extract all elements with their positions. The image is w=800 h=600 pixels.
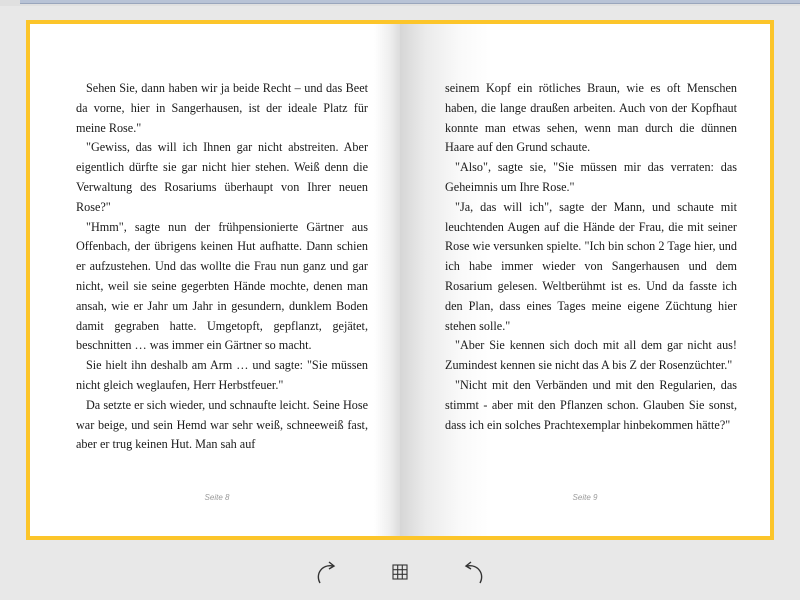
top-strip — [0, 0, 800, 6]
book-spread — [26, 20, 774, 540]
grid-view-button[interactable] — [384, 556, 416, 588]
right-page[interactable] — [400, 24, 770, 536]
top-scrollbar-edge — [20, 0, 800, 4]
redo-icon — [312, 556, 344, 588]
paragraph: Sie hielt ihn deshalb am Arm … und sagte: "Sie müssen nicht gleich weglaufen, Herr Herbstfeuer." — [76, 358, 368, 392]
paragraph: "Hmm", sagte nun der frühpensionierte Gärtner aus Offenbach, der übrigens keinen Hut aufhatte. Dann schien er aufzustehen. Und das wollte die Frau nun ganz und gar nicht, weil sie seine gegerbten Hände mochte, denen man ansah, wie er Jahr um Jahr in gesundern, dunklem Boden damit gegraben hatte. Umgetopft, gepflanzt, gejätet, beschnitten … was immer ein Gärtner so macht. — [76, 219, 368, 353]
paragraph: "Ja, das will ich", sagte der Mann, und schaute mit leuchtenden Augen auf die Hände der Frau, die mit seiner Rose wie versunken spielte. "Ich bin schon 2 Tage hier, und ich habe immer wieder von Sangerhausen und dem Rosarium gelesen. Weltberühmt ist es. Und da fasste ich den Plan, dass eines Tages meine eigene Züchtung hier stehen solle." — [445, 199, 737, 333]
paragraph: Sehen Sie, dann haben wir ja beide Recht – und das Beet da vorne, hier in Sangerhausen, ist der ideale Platz für meine Rose." — [76, 81, 368, 135]
reader-toolbar — [0, 550, 800, 600]
paragraph: seinem Kopf ein rötliches Braun, wie es oft Menschen haben, die lange draußen arbeiten. Auch von der Kopfhaut konnte man etwas sehen, wenn man durch die dünnen Haare auf den Grund schaute. — [445, 81, 737, 155]
right-page-text — [445, 79, 737, 435]
left-page[interactable] — [30, 24, 400, 536]
page-number-right: Seite 9 — [572, 493, 598, 502]
redo-button[interactable] — [312, 556, 344, 588]
grid-icon — [384, 556, 416, 588]
paragraph: "Also", sagte sie, "Sie müssen mir das verraten: das Geheimnis um Ihre Rose." — [445, 160, 737, 194]
paragraph: "Gewiss, das will ich Ihnen gar nicht abstreiten. Aber eigentlich dürfte sie gar nicht hier stehen. Weiß denn die Verwaltung des Rosariums überhaupt von Ihrer neuen Rose?" — [76, 140, 368, 214]
paragraph: "Aber Sie kennen sich doch mit all dem gar nicht aus! Zumindest kennen sie nicht das A bis Z der Rosenzüchter." — [445, 338, 737, 373]
paragraph: Da setzte er sich wieder, und schnaufte leicht. Seine Hose war beige, und sein Hemd war sehr weiß, schneeweiß fast, aber er trug keinen Hut. Man sah auf — [76, 397, 368, 452]
left-page-text — [76, 79, 368, 455]
undo-icon — [456, 556, 488, 588]
paragraph: "Nicht mit den Verbänden und mit den Regularien, das stimmt - aber mit den Pflanzen schon. Glauben Sie sonst, dass ich ein solches Prachtexemplar hinbekommen hätte?" — [445, 377, 737, 432]
undo-button[interactable] — [456, 556, 488, 588]
page-number-left: Seite 8 — [204, 493, 230, 502]
